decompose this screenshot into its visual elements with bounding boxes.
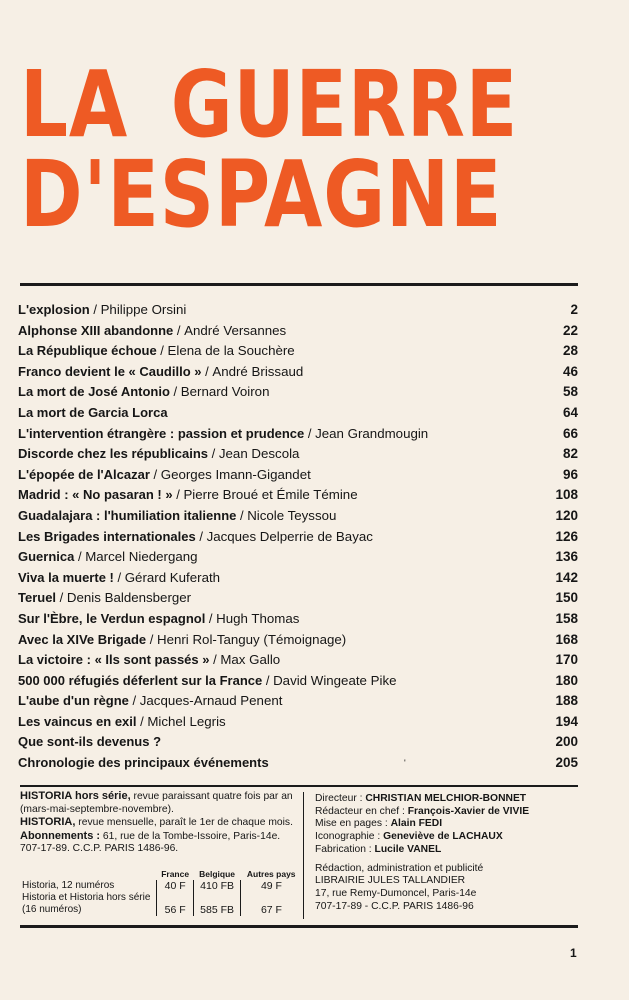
price-cell: 410 FB	[194, 880, 241, 892]
toc-entry	[18, 465, 578, 486]
toc-entry-page: 126	[555, 528, 578, 544]
toc-entry	[18, 444, 578, 465]
staff-editor: Rédacteur en chef : François-Xavier de VIVIE	[315, 805, 530, 817]
toc-separator: /	[209, 652, 221, 668]
toc-entry-title: Les vaincus en exil	[18, 713, 137, 729]
toc-entry-title: Sur l'Èbre, le Verdun espagnol	[18, 610, 206, 626]
toc-entry-page: 194	[555, 713, 578, 729]
top-divider	[20, 283, 578, 286]
toc-separator: /	[156, 343, 168, 359]
toc-entry-author: André Brissaud	[212, 363, 304, 379]
toc-entry	[18, 712, 578, 733]
toc-entry-title: Madrid : « No pasaran ! »	[18, 487, 173, 503]
toc-entry-page: 22	[562, 322, 578, 338]
publication-info	[20, 790, 300, 856]
toc-entry-page: 64	[562, 404, 578, 420]
toc-entry-title: Franco devient le « Caudillo »	[18, 363, 202, 379]
toc-separator: /	[208, 446, 219, 462]
toc-separator: /	[195, 528, 207, 544]
toc-entry-author: Philippe Orsini	[100, 302, 187, 317]
toc-entry-title: Les Brigades internationales	[18, 528, 196, 544]
toc-separator: /	[201, 363, 213, 379]
toc-separator: /	[149, 466, 161, 482]
toc-entry-author: Pierre Broué et Émile Témine	[183, 487, 358, 503]
toc-entry-title: L'intervention étrangère : passion et prudence	[18, 425, 305, 441]
toc-entry	[18, 506, 578, 527]
toc-separator: /	[205, 610, 217, 626]
toc-entry-author: André Versannes	[184, 322, 287, 338]
toc-entry	[18, 609, 578, 630]
toc-separator: /	[173, 322, 185, 338]
toc-entry-page: 96	[562, 466, 578, 482]
toc-entry-author: Nicole Teyssou	[247, 507, 337, 523]
staff-production: Fabrication : Lucile VANEL	[315, 843, 442, 855]
toc-entry-page: 2	[570, 302, 578, 317]
toc-separator: /	[56, 590, 67, 606]
toc-entry-author: Jean Descola	[218, 446, 300, 462]
toc-entry	[18, 650, 578, 671]
toc-entry-title: La victoire : « Ils sont passés »	[18, 652, 210, 668]
toc-entry-author: Henri Rol-Tanguy (Témoignage)	[156, 631, 347, 647]
title-word-guerre: GUERRE	[170, 51, 519, 158]
toc-entry-page: 170	[555, 652, 578, 668]
editorial-staff	[315, 793, 580, 913]
toc-separator: /	[169, 384, 181, 400]
toc-entry-author: Georges Imann-Gigandet	[160, 466, 311, 482]
toc-entry-page: 158	[555, 610, 578, 626]
price-header: Autres pays	[246, 869, 296, 879]
toc-separator: /	[89, 302, 101, 317]
toc-entry-title: La République échoue	[18, 343, 157, 359]
toc-entry-title: L'aube d'un règne	[18, 693, 129, 709]
price-row-label: Historia et Historia hors série (16 numéros)	[22, 892, 151, 915]
toc-entry-page: 58	[562, 384, 578, 400]
toc-entry-page: 180	[555, 672, 578, 688]
staff-layout: Mise en pages : Alain FEDI	[315, 818, 443, 830]
toc-entry-title: Viva la muerte !	[18, 569, 114, 585]
toc-entry	[18, 382, 578, 403]
toc-entry-page: 46	[562, 363, 578, 379]
toc-entry-title: L'explosion	[18, 302, 90, 317]
toc-separator: /	[304, 425, 316, 441]
toc-entry	[18, 732, 578, 753]
staff-iconography: Iconographie : Geneviève de LACHAUX	[315, 831, 503, 843]
toc-separator: /	[236, 507, 248, 523]
monthly-info: HISTORIA, revue mensuelle, paraît le 1er de chaque mois.	[20, 816, 293, 829]
toc-entry-title: Discorde chez les républicains	[18, 446, 209, 462]
price-cell: 40 F	[157, 880, 194, 892]
title-line-1	[20, 51, 519, 158]
subscription-info: Abonnements : 61, rue de la Tombe-Issoire, Paris-14e. 707-17-89. C.C.P. PARIS 1486-96.	[20, 829, 281, 855]
bottom-divider	[20, 925, 578, 928]
toc-entry-title: La mort de José Antonio	[18, 384, 170, 400]
toc-separator: /	[128, 693, 140, 709]
toc-entry-page: 150	[555, 590, 578, 606]
toc-entry	[18, 568, 578, 589]
toc-entry-page: 142	[555, 569, 578, 585]
toc-entry-title: Que sont-ils devenus ?	[18, 734, 162, 750]
toc-separator: /	[113, 569, 125, 585]
toc-entry-author: Hugh Thomas	[216, 610, 300, 626]
price-cell: 67 F	[240, 892, 302, 916]
toc-separator: /	[74, 549, 86, 565]
toc-entry	[18, 341, 578, 362]
toc-entry-title: Guernica	[18, 549, 75, 565]
toc-entry	[18, 362, 578, 383]
publisher-name: LIBRAIRIE JULES TALLANDIER	[315, 875, 466, 887]
toc-entry-title: Chronologie des principaux événements	[18, 755, 269, 771]
toc-separator: /	[136, 713, 148, 729]
publisher-address: 17, rue Remy-Dumoncel, Paris-14e	[315, 887, 477, 899]
toc-entry	[18, 753, 578, 774]
toc-entry	[18, 485, 578, 506]
toc-entry-author: Bernard Voiron	[180, 384, 270, 400]
toc-entry-author: Jacques Delperrie de Bayac	[206, 528, 373, 544]
toc-entry-author: Marcel Niedergang	[85, 549, 198, 565]
toc-entry-page: 108	[555, 487, 578, 503]
toc-entry-page: 120	[555, 507, 578, 523]
price-cell: 56 F	[157, 892, 194, 916]
toc-entry	[18, 671, 578, 692]
stray-mark: '	[404, 758, 406, 768]
toc-entry-title: Alphonse XIII abandonne	[18, 322, 174, 338]
toc-entry-page: 168	[555, 631, 578, 647]
magazine-title	[20, 51, 519, 248]
page-number: 1	[570, 946, 577, 960]
price-row	[20, 880, 302, 892]
toc-entry-author: Jean Grandmougin	[315, 425, 429, 441]
toc-separator: /	[262, 672, 274, 688]
toc-entry-author: Gérard Kuferath	[124, 569, 221, 585]
toc-separator: /	[172, 487, 184, 503]
toc-entry-page: 200	[555, 734, 578, 750]
publisher-heading: Rédaction, administration et publicité	[315, 862, 484, 874]
toc-entry	[18, 588, 578, 609]
toc-entry-author: Michel Legris	[147, 713, 226, 729]
vertical-divider	[303, 792, 304, 919]
toc-entry-page: 28	[562, 343, 578, 359]
hors-serie-info: HISTORIA hors série, revue paraissant quatre fois par an (mars-mai-septembre-novembre).	[20, 790, 293, 815]
price-header-row	[20, 868, 302, 880]
price-row	[20, 892, 302, 916]
price-header: France	[161, 869, 190, 879]
toc-entry-page: 205	[555, 755, 578, 771]
publisher-phone: 707-17-89 - C.C.P. PARIS 1486-96	[315, 900, 474, 912]
toc-entry	[18, 300, 578, 321]
middle-divider	[20, 785, 578, 787]
toc-entry	[18, 424, 578, 445]
toc-entry-author: Elena de la Souchère	[167, 343, 295, 359]
toc-separator: /	[146, 631, 157, 647]
staff-director: Directeur : CHRISTIAN MELCHIOR-BONNET	[315, 793, 527, 804]
toc-entry	[18, 691, 578, 712]
toc-entry-title: Avec la XIVe Brigade	[18, 631, 147, 647]
toc-entry-page: 188	[555, 693, 578, 709]
toc-entry-title: Guadalajara : l'humiliation italienne	[18, 507, 237, 523]
toc-entry-page: 66	[562, 425, 578, 441]
toc-entry	[18, 527, 578, 548]
toc-entry-title: 500 000 réfugiés déferlent sur la France	[18, 672, 263, 688]
price-header: Belgique	[199, 869, 236, 879]
toc-entry-title: Teruel	[18, 590, 57, 606]
toc-entry-author: David Wingeate Pike	[273, 672, 397, 688]
toc-entry-title: L'épopée de l'Alcazar	[18, 466, 150, 482]
title-line-2: D'ESPAGNE	[20, 141, 503, 248]
toc-entry-author: Jacques-Arnaud Penent	[139, 693, 283, 709]
price-row-label: Historia, 12 numéros	[22, 880, 115, 891]
table-of-contents	[18, 300, 578, 774]
toc-entry-page: 82	[562, 446, 578, 462]
toc-entry	[18, 630, 578, 651]
price-cell: 585 FB	[194, 892, 241, 916]
title-word-la: LA	[20, 51, 129, 158]
toc-entry-title: La mort de Garcia Lorca	[18, 404, 168, 420]
toc-entry	[18, 547, 578, 568]
toc-entry	[18, 321, 578, 342]
toc-entry	[18, 403, 578, 424]
toc-entry-author: Max Gallo	[220, 652, 281, 668]
price-table	[20, 868, 302, 916]
toc-entry-page: 136	[555, 549, 578, 565]
toc-entry-author: Denis Baldensberger	[66, 590, 192, 606]
price-cell: 49 F	[240, 880, 302, 892]
